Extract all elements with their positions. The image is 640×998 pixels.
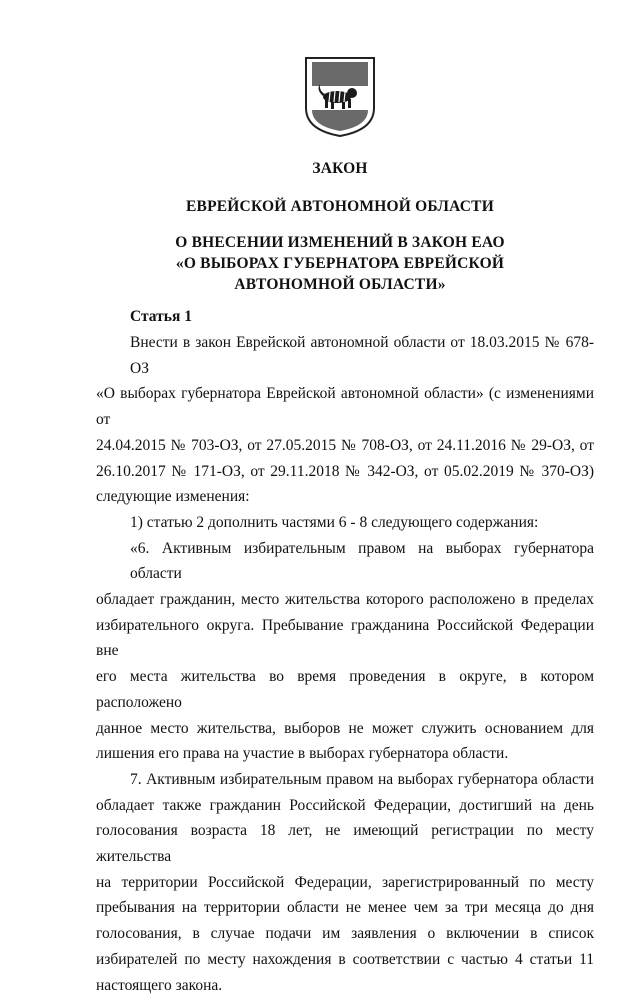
paragraph-line: пребывания на территории области не менее чем за три месяца до дня (96, 899, 594, 917)
paragraph-line: «О выборах губернатора Еврейской автономной области» (с изменениями от (96, 385, 594, 429)
doc-type-heading: ЗАКОН (312, 160, 368, 177)
paragraph-line: голосования, в случае подачи им заявления о включении в список (96, 925, 594, 943)
paragraph-line: 26.10.2017 № 171-ОЗ, от 29.11.2018 № 342-ОЗ, от 05.02.2019 № 370-ОЗ) (96, 462, 594, 480)
paragraph-line: Внести в закон Еврейской автономной области от 18.03.2015 № 678-ОЗ (130, 334, 594, 377)
paragraph-line: обладает также гражданин Российской Федерации, достигший на день (96, 796, 594, 814)
paragraph-line: избирательного округа. Пребывание гражданина Российской Федерации вне (96, 616, 594, 660)
paragraph-line: обладает гражданин, место жительства которого расположено в пределах (96, 591, 594, 609)
article-body (96, 330, 594, 998)
law-title-line: «О ВЫБОРАХ ГУБЕРНАТОРА ЕВРЕЙСКОЙ (175, 255, 505, 272)
coat-of-arms-tiger-icon (304, 56, 376, 138)
paragraph-line: избирателей по месту нахождения в соответствии с частью 4 статьи 11 (96, 950, 594, 968)
region-heading: ЕВРЕЙСКОЙ АВТОНОМНОЙ ОБЛАСТИ (186, 198, 494, 215)
law-title-line: АВТОНОМНОЙ ОБЛАСТИ» (234, 276, 446, 293)
law-title (0, 232, 640, 295)
paragraph-line: голосования возраста 18 лет, не имеющий регистрации по месту жительства (96, 822, 594, 866)
law-title-line: О ВНЕСЕНИИ ИЗМЕНЕНИЙ В ЗАКОН ЕАО (175, 234, 505, 251)
paragraph-line: 24.04.2015 № 703-ОЗ, от 27.05.2015 № 708-ОЗ, от 24.11.2016 № 29-ОЗ, от (96, 436, 594, 454)
list-item: 1) статью 2 дополнить частями 6 - 8 следующего содержания: (130, 513, 539, 531)
article-heading: Статья 1 (130, 308, 192, 325)
paragraph-line: лишения его права на участие в выборах губернатора области. (96, 745, 509, 763)
paragraph-line: данное место жительства, выборов не может служить основанием для (96, 719, 594, 737)
paragraph-line: 7. Активным избирательным правом на выборах губернатора области (130, 770, 594, 788)
paragraph-line: настоящего закона. (96, 976, 223, 994)
paragraph-line: «6. Активным избирательным правом на выборах губернатора области (130, 539, 594, 583)
paragraph-line: его места жительства во время проведения в округе, в котором расположено (96, 668, 594, 711)
paragraph-line: следующие изменения: (96, 488, 250, 506)
paragraph-line: на территории Российской Федерации, зарегистрированный по месту (96, 873, 594, 891)
